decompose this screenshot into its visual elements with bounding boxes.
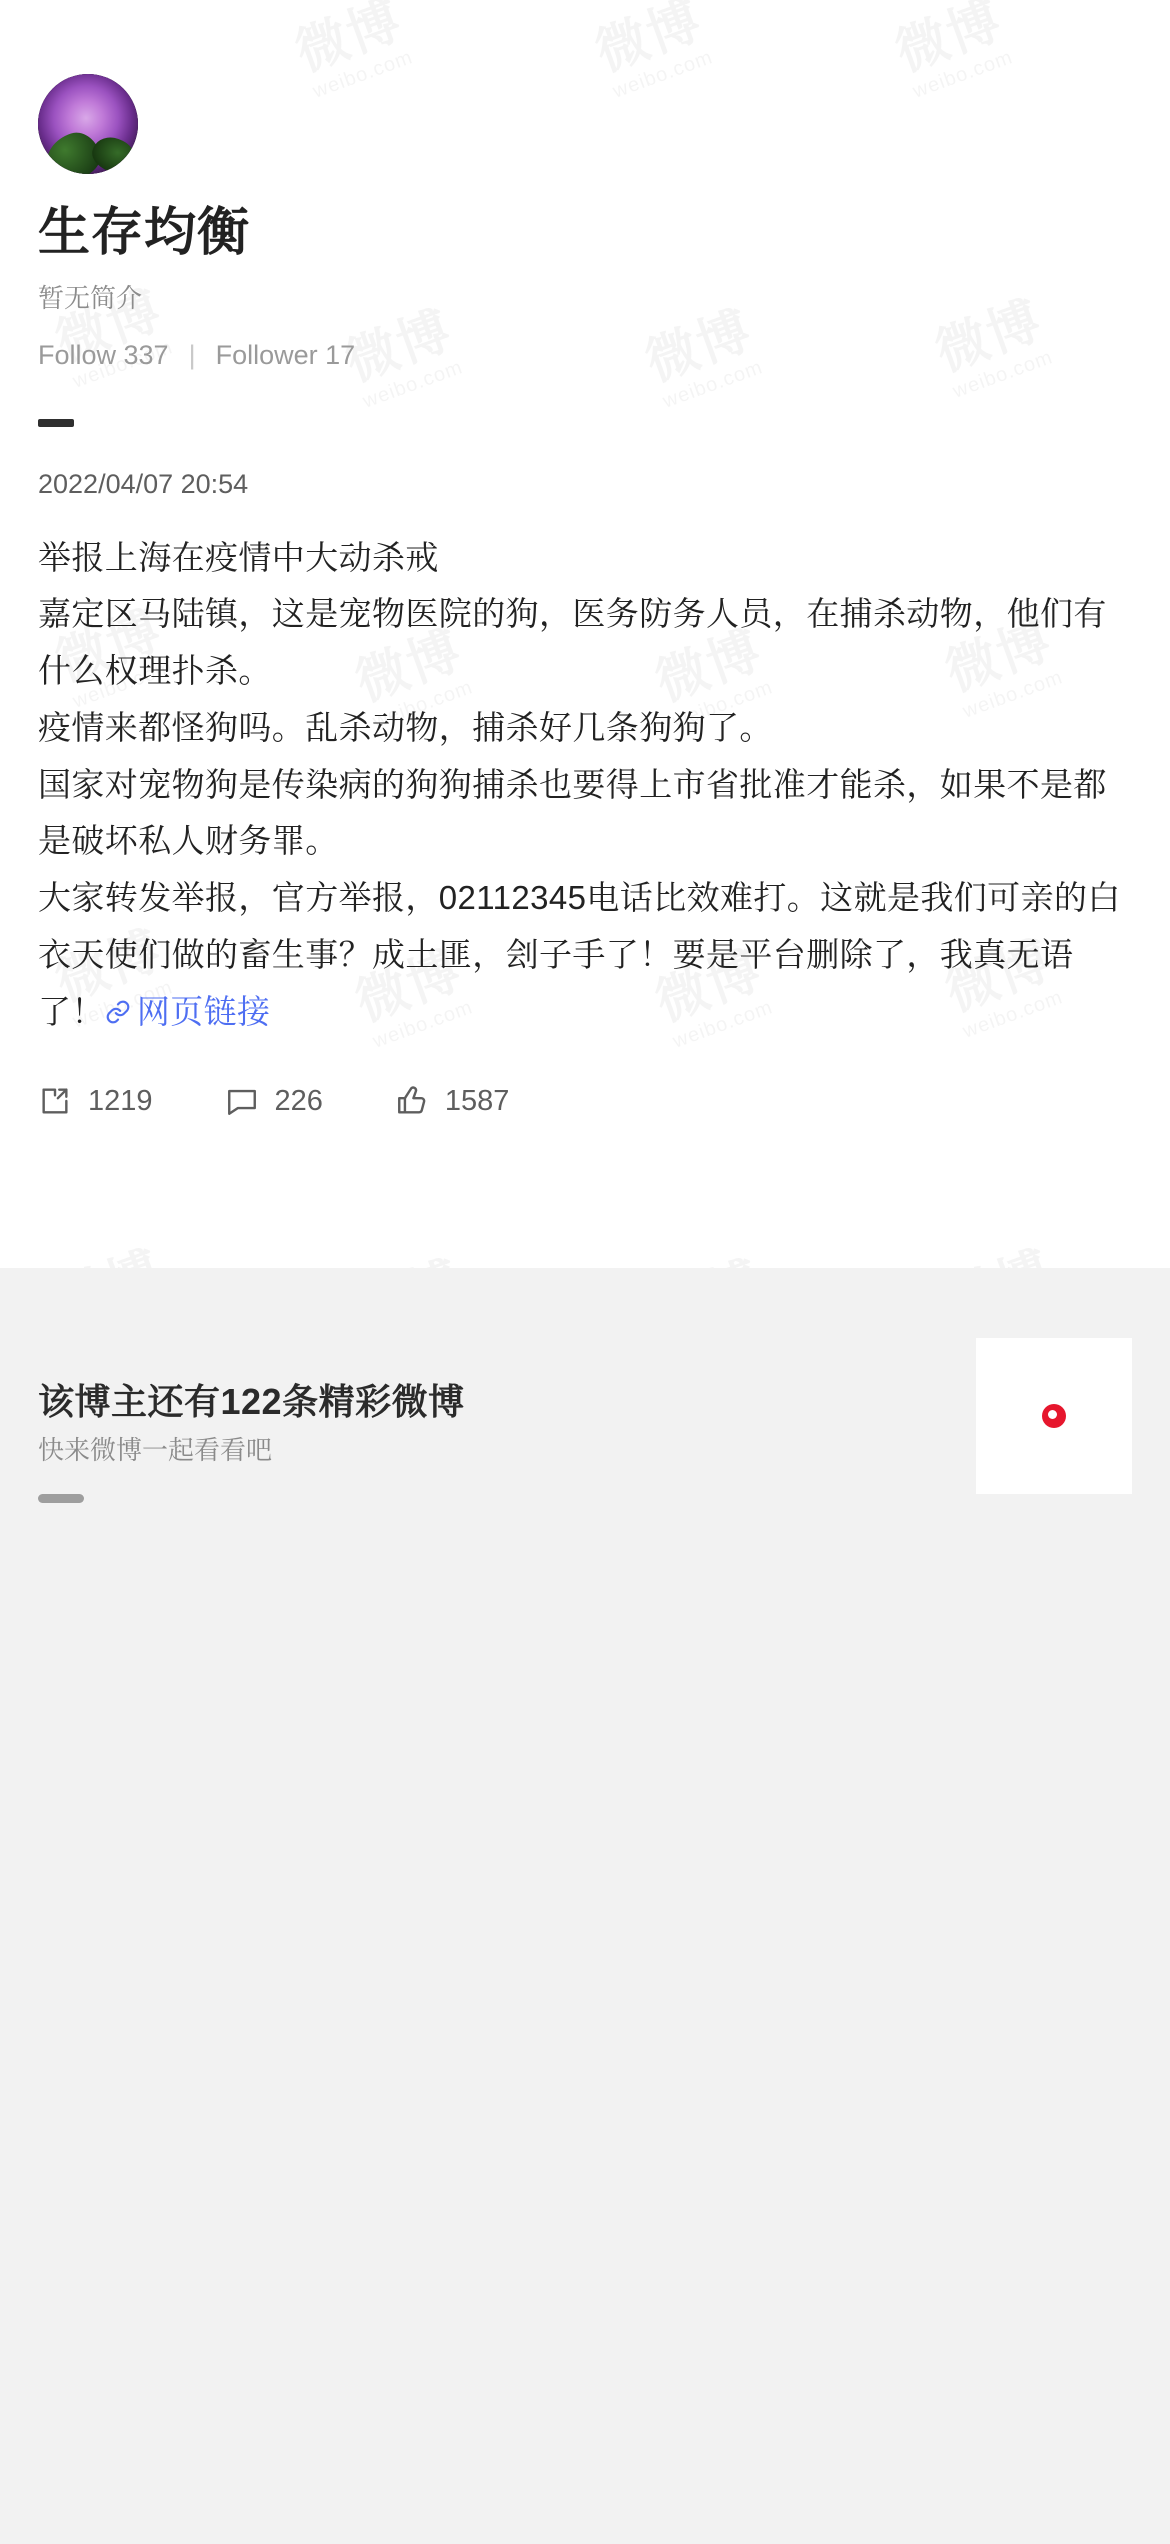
post-paragraph-text: 大家转发举报，官方举报，02112345电话比效难打。这就是我们可亲的白衣天使们做的畜生事？成土匪，刽子手了！要是平台删除了，我真无语了！ [38,879,1121,1030]
link-icon [105,986,131,1043]
post-paragraph: 国家对宠物狗是传染病的狗狗捕杀也要得上市省批准才能杀，如果不是都是破坏私人财务罪。 [38,765,1107,860]
web-link[interactable] [105,993,271,1030]
section-divider [38,419,74,427]
post-timestamp: 2022/04/07 20:54 [38,468,249,499]
repost-icon [38,1084,72,1118]
weibo-qr-code[interactable] [976,1338,1132,1494]
post-action-bar [38,1084,1132,1156]
post-paragraph-with-link [38,870,1132,1042]
web-link-label: 网页链接 [136,992,271,1030]
footer-inner [0,1268,1170,2544]
weibo-logo-icon [1037,1399,1071,1433]
footer-subtitle: 快来微博一起看看吧 [38,1435,273,1465]
profile-bio: 暂无简介 [38,282,143,313]
comment-action[interactable] [225,1084,323,1118]
repost-count: 1219 [88,1084,153,1117]
post-text [38,530,1132,1043]
profile-nickname: 生存均衡 [38,204,251,262]
repost-action[interactable] [38,1084,153,1118]
stats-divider: | [188,339,196,370]
weibo-eye-shape [1042,1404,1066,1428]
thumbs-up-icon [395,1084,429,1118]
like-count: 1587 [444,1084,510,1117]
comment-icon [225,1084,259,1118]
profile-stats [38,340,1132,371]
followers-count[interactable]: Follower 17 [215,339,356,370]
footer-banner [0,1268,1170,2544]
post-paragraph: 举报上海在疫情中大动杀戒 [38,538,439,576]
like-action[interactable] [395,1084,510,1118]
following-count[interactable]: Follow 337 [38,339,169,370]
post-paragraph: 疫情来都怪狗吗。乱杀动物，捕杀好几条狗狗了。 [38,708,773,746]
comment-count: 226 [274,1084,323,1117]
home-indicator [38,1494,84,1503]
avatar[interactable] [38,74,138,174]
footer-title: 该博主还有122条精彩微博 [38,1381,465,1422]
post-content [0,74,1170,1156]
post-paragraph: 嘉定区马陆镇，这是宠物医院的狗，医务防务人员，在捕杀动物，他们有什么权理扑杀。 [38,595,1107,690]
